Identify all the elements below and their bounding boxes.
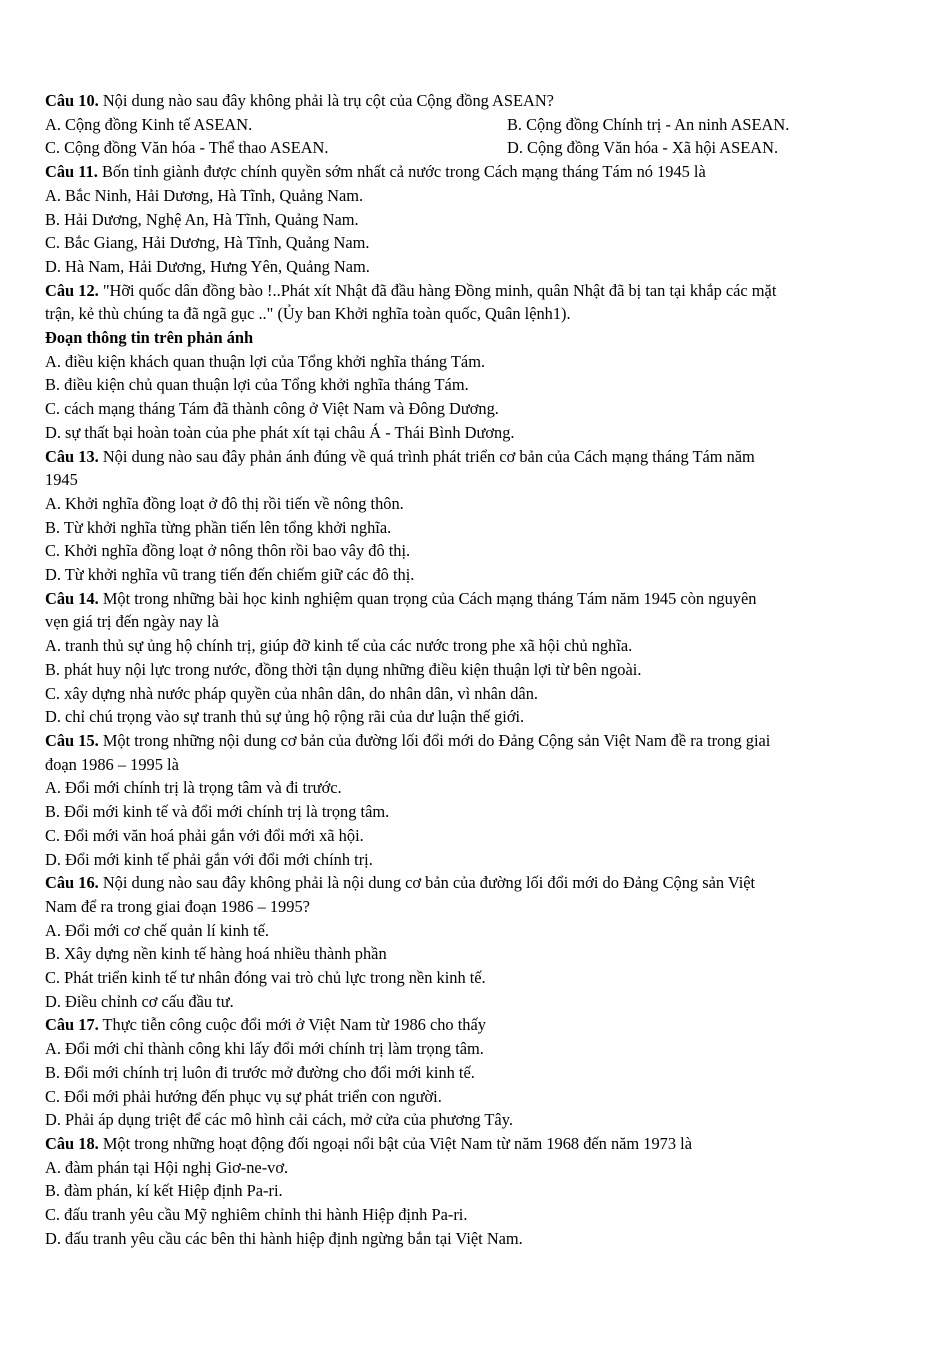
question-text: Một trong những bài học kinh nghiệm quan trọng của Cách mạng tháng Tám năm 1945 còn nguyên [98, 588, 757, 608]
option-c: C. Bắc Giang, Hải Dương, Hà Tĩnh, Quảng Nam. [45, 233, 370, 253]
option-c: C. Khởi nghĩa đồng loạt ở nông thôn rồi bao vây đô thị. [45, 541, 411, 561]
question-text: Nội dung nào sau đây phản ánh đúng về quá trình phát triển cơ bản của Cách mạng tháng Tám năm [98, 446, 755, 466]
question-number: Câu 12. [45, 280, 99, 300]
option-d: D. Cộng đồng Văn hóa - Xã hội ASEAN. [507, 138, 779, 158]
option-a: A. tranh thủ sự ủng hộ chính trị, giúp đỡ kinh tế của các nước trong phe xã hội chủ nghĩa. [45, 636, 633, 656]
question-text: Nội dung nào sau đây không phải là trụ cột của Cộng đồng ASEAN? [98, 91, 554, 110]
question-text-continued: 1945 [45, 470, 78, 490]
question-text: Một trong những nội dung cơ bản của đường lối đổi mới do Đảng Cộng sản Việt Nam đề ra trong giai [98, 730, 771, 750]
options-row [45, 136, 910, 160]
option-d: D. Hà Nam, Hải Dương, Hưng Yên, Quảng Nam. [45, 256, 370, 276]
option-d: D. Từ khởi nghĩa vũ trang tiến đến chiếm giữ các đô thị. [45, 565, 415, 585]
question-stem [45, 160, 910, 184]
question-text-continued: trận, kẻ thù chúng ta đã ngã gục .." (Ủy ban Khởi nghĩa toàn quốc, Quân lệnh1). [45, 304, 571, 324]
option-a: A. Đổi mới chỉ thành công khi lấy đổi mới chính trị làm trọng tâm. [45, 1039, 484, 1059]
question-stem [45, 1013, 910, 1037]
option-c: C. đấu tranh yêu cầu Mỹ nghiêm chỉnh thi hành Hiệp định Pa-ri. [45, 1205, 468, 1225]
option-b: B. Đổi mới kinh tế và đổi mới chính trị là trọng tâm. [45, 802, 390, 822]
option-a: A. Đổi mới cơ chế quản lí kinh tế. [45, 920, 269, 940]
question-stem [45, 445, 910, 469]
question-number: Câu 15. [45, 730, 99, 750]
question-stem [45, 279, 910, 303]
options-row [45, 113, 910, 137]
question-stem [45, 1132, 910, 1156]
question-text-continued: Nam để ra trong giai đoạn 1986 – 1995? [45, 896, 310, 916]
option-d: D. Phải áp dụng triệt để các mô hình cải cách, mở cửa của phương Tây. [45, 1110, 513, 1130]
option-c: C. Đổi mới văn hoá phải gắn với đổi mới xã hội. [45, 825, 364, 845]
question-stem [45, 587, 910, 611]
question-stem [45, 89, 910, 113]
question-11 [45, 160, 910, 279]
question-text-continued: vẹn giá trị đến ngày nay là [45, 612, 219, 632]
option-d: D. Điều chỉnh cơ cấu đầu tư. [45, 991, 234, 1011]
option-b: B. Xây dựng nền kinh tế hàng hoá nhiều thành phần [45, 944, 387, 964]
question-number: Câu 17. [45, 1015, 99, 1035]
passage-heading: Đoạn thông tin trên phản ánh [45, 328, 254, 348]
question-number: Câu 16. [45, 873, 99, 893]
question-16 [45, 871, 910, 1013]
question-number: Câu 10. [45, 91, 99, 110]
option-b: B. Đổi mới chính trị luôn đi trước mở đường cho đổi mới kinh tế. [45, 1062, 475, 1082]
option-c: C. cách mạng tháng Tám đã thành công ở Việt Nam và Đông Dương. [45, 399, 499, 419]
question-number: Câu 13. [45, 446, 99, 466]
option-c: C. xây dựng nhà nước pháp quyền của nhân dân, do nhân dân, vì nhân dân. [45, 683, 538, 703]
option-b: B. điều kiện chủ quan thuận lợi của Tổng khởi nghĩa tháng Tám. [45, 375, 469, 395]
option-a: A. Bắc Ninh, Hải Dương, Hà Tĩnh, Quảng Nam. [45, 185, 364, 205]
question-stem [45, 871, 910, 895]
option-d: D. sự thất bại hoàn toàn của phe phát xít tại châu Á - Thái Bình Dương. [45, 422, 515, 442]
question-stem [45, 729, 910, 753]
option-b: B. Từ khởi nghĩa từng phần tiến lên tổng khởi nghĩa. [45, 517, 392, 537]
option-d: D. Đổi mới kinh tế phải gắn với đổi mới chính trị. [45, 849, 373, 869]
question-text-continued: đoạn 1986 – 1995 là [45, 754, 179, 774]
option-a: A. Khởi nghĩa đồng loạt ở đô thị rồi tiến về nông thôn. [45, 493, 404, 513]
question-number: Câu 18. [45, 1133, 99, 1153]
question-number: Câu 11. [45, 162, 98, 182]
option-a: A. Cộng đồng Kinh tế ASEAN. [45, 114, 253, 134]
option-c: C. Cộng đồng Văn hóa - Thể thao ASEAN. [45, 138, 329, 158]
question-text: Nội dung nào sau đây không phải là nội dung cơ bản của đường lối đổi mới do Đảng Cộng sản Việt [98, 873, 756, 893]
question-text: Bốn tỉnh giành được chính quyền sớm nhất cả nước trong Cách mạng tháng Tám nó 1945 là [97, 162, 706, 182]
option-a: A. điều kiện khách quan thuận lợi của Tổng khởi nghĩa tháng Tám. [45, 351, 486, 371]
question-12 [45, 279, 910, 445]
exam-sheet [45, 89, 910, 1250]
question-17 [45, 1013, 910, 1132]
option-b: B. đàm phán, kí kết Hiệp định Pa-ri. [45, 1181, 283, 1201]
option-d: D. đấu tranh yêu cầu các bên thi hành hiệp định ngừng bắn tại Việt Nam. [45, 1228, 523, 1248]
question-text: Thực tiễn công cuộc đổi mới ở Việt Nam từ 1986 cho thấy [98, 1015, 486, 1035]
question-text: Một trong những hoạt động đối ngoại nổi bật của Việt Nam từ năm 1968 đến năm 1973 là [98, 1133, 692, 1153]
option-b: B. Cộng đồng Chính trị - An ninh ASEAN. [507, 114, 790, 134]
option-c: C. Phát triển kinh tế tư nhân đóng vai trò chủ lực trong nền kinh tế. [45, 968, 486, 988]
question-15 [45, 729, 910, 871]
question-text: "Hỡi quốc dân đồng bào !..Phát xít Nhật đã đầu hàng Đồng minh, quân Nhật đã bị tan tại khắp các mặt [98, 280, 777, 300]
option-c: C. Đổi mới phải hướng đến phục vụ sự phát triển con người. [45, 1086, 442, 1106]
question-18 [45, 1132, 910, 1251]
question-13 [45, 445, 910, 587]
question-14 [45, 587, 910, 729]
option-a: A. đàm phán tại Hội nghị Giơ-ne-vơ. [45, 1157, 289, 1177]
option-d: D. chỉ chú trọng vào sự tranh thủ sự ủng hộ rộng rãi của dư luận thế giới. [45, 707, 525, 727]
option-a: A. Đổi mới chính trị là trọng tâm và đi trước. [45, 778, 342, 798]
question-number: Câu 14. [45, 588, 99, 608]
option-b: B. Hải Dương, Nghệ An, Hà Tĩnh, Quảng Nam. [45, 209, 359, 229]
question-10 [45, 89, 910, 160]
option-b: B. phát huy nội lực trong nước, đồng thời tận dụng những điều kiện thuận lợi từ bên ngoài. [45, 659, 642, 679]
